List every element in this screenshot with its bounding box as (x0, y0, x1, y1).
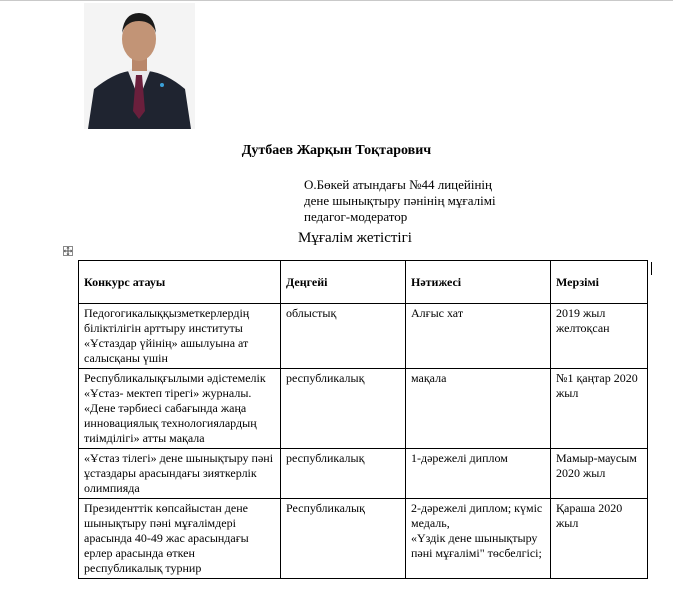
cell-contest-name: Педогогикалыққызметкерлердің біліктілігін арттыру институты «Ұстаздар үйінің» ашылуына ат салысқаны үшін (79, 304, 281, 369)
position-line: О.Бөкей атындағы №44 лицейінің (304, 177, 492, 192)
page-top-border (0, 0, 673, 1)
cell-date: Қараша 2020 жыл (551, 499, 648, 579)
header-contest-name: Конкурс атауы (79, 261, 281, 304)
position-line: дене шынықтыру пәнінің мұғалімі (304, 193, 496, 208)
header-level: Деңгейі (281, 261, 406, 304)
cell-result: 2-дәрежелі диплом; күміс медаль, «Үздік дене шынықтыру пәні мұғалімі" төсбелгісі; (406, 499, 551, 579)
header-result: Нәтижесі (406, 261, 551, 304)
header-date: Мерзімі (551, 261, 648, 304)
table-row (79, 499, 648, 579)
table-row (79, 369, 648, 449)
cell-contest-name: «Ұстаз тілегі» дене шынықтыру пәні ұстаздары арасындағы зияткерлік олимпияда (79, 449, 281, 499)
cell-date: №1 қаңтар 2020 жыл (551, 369, 648, 449)
cell-date: Мамыр-маусым 2020 жыл (551, 449, 648, 499)
table-header-row (79, 261, 648, 304)
table-row (79, 304, 648, 369)
cell-contest-name: Республикалықғылыми әдістемелік «Ұстаз- мектеп тірегі» журналы. «Дене тәрбиесі сабағында жаңа инновациялық технологиялардың тиімділігі» атты мақала (79, 369, 281, 449)
position-line: педагог-модератор (304, 209, 408, 224)
cell-result: 1-дәрежелі диплом (406, 449, 551, 499)
cell-level: облыстық (281, 304, 406, 369)
portrait-photo (84, 3, 195, 129)
cell-contest-name: Президенттік көпсайыстан дене шынықтыру пәні мұғалімдері арасында 40-49 жас арасындағы ерлер арасында өткен республикалық турнир (79, 499, 281, 579)
cell-date: 2019 жыл желтоқсан (551, 304, 648, 369)
table-row (79, 449, 648, 499)
person-name: Дутбаев Жарқын Тоқтарович (241, 143, 432, 158)
achievements-table (78, 260, 648, 579)
cell-level: республикалық (281, 449, 406, 499)
table-move-handle-icon[interactable] (63, 246, 73, 256)
cell-level: республикалық (281, 369, 406, 449)
person-position (304, 177, 604, 225)
section-heading: Мұғалім жетістігі (298, 230, 412, 246)
cell-result: мақала (406, 369, 551, 449)
cell-result: Алғыс хат (406, 304, 551, 369)
cell-level: Республикалық (281, 499, 406, 579)
text-cursor (651, 262, 652, 275)
